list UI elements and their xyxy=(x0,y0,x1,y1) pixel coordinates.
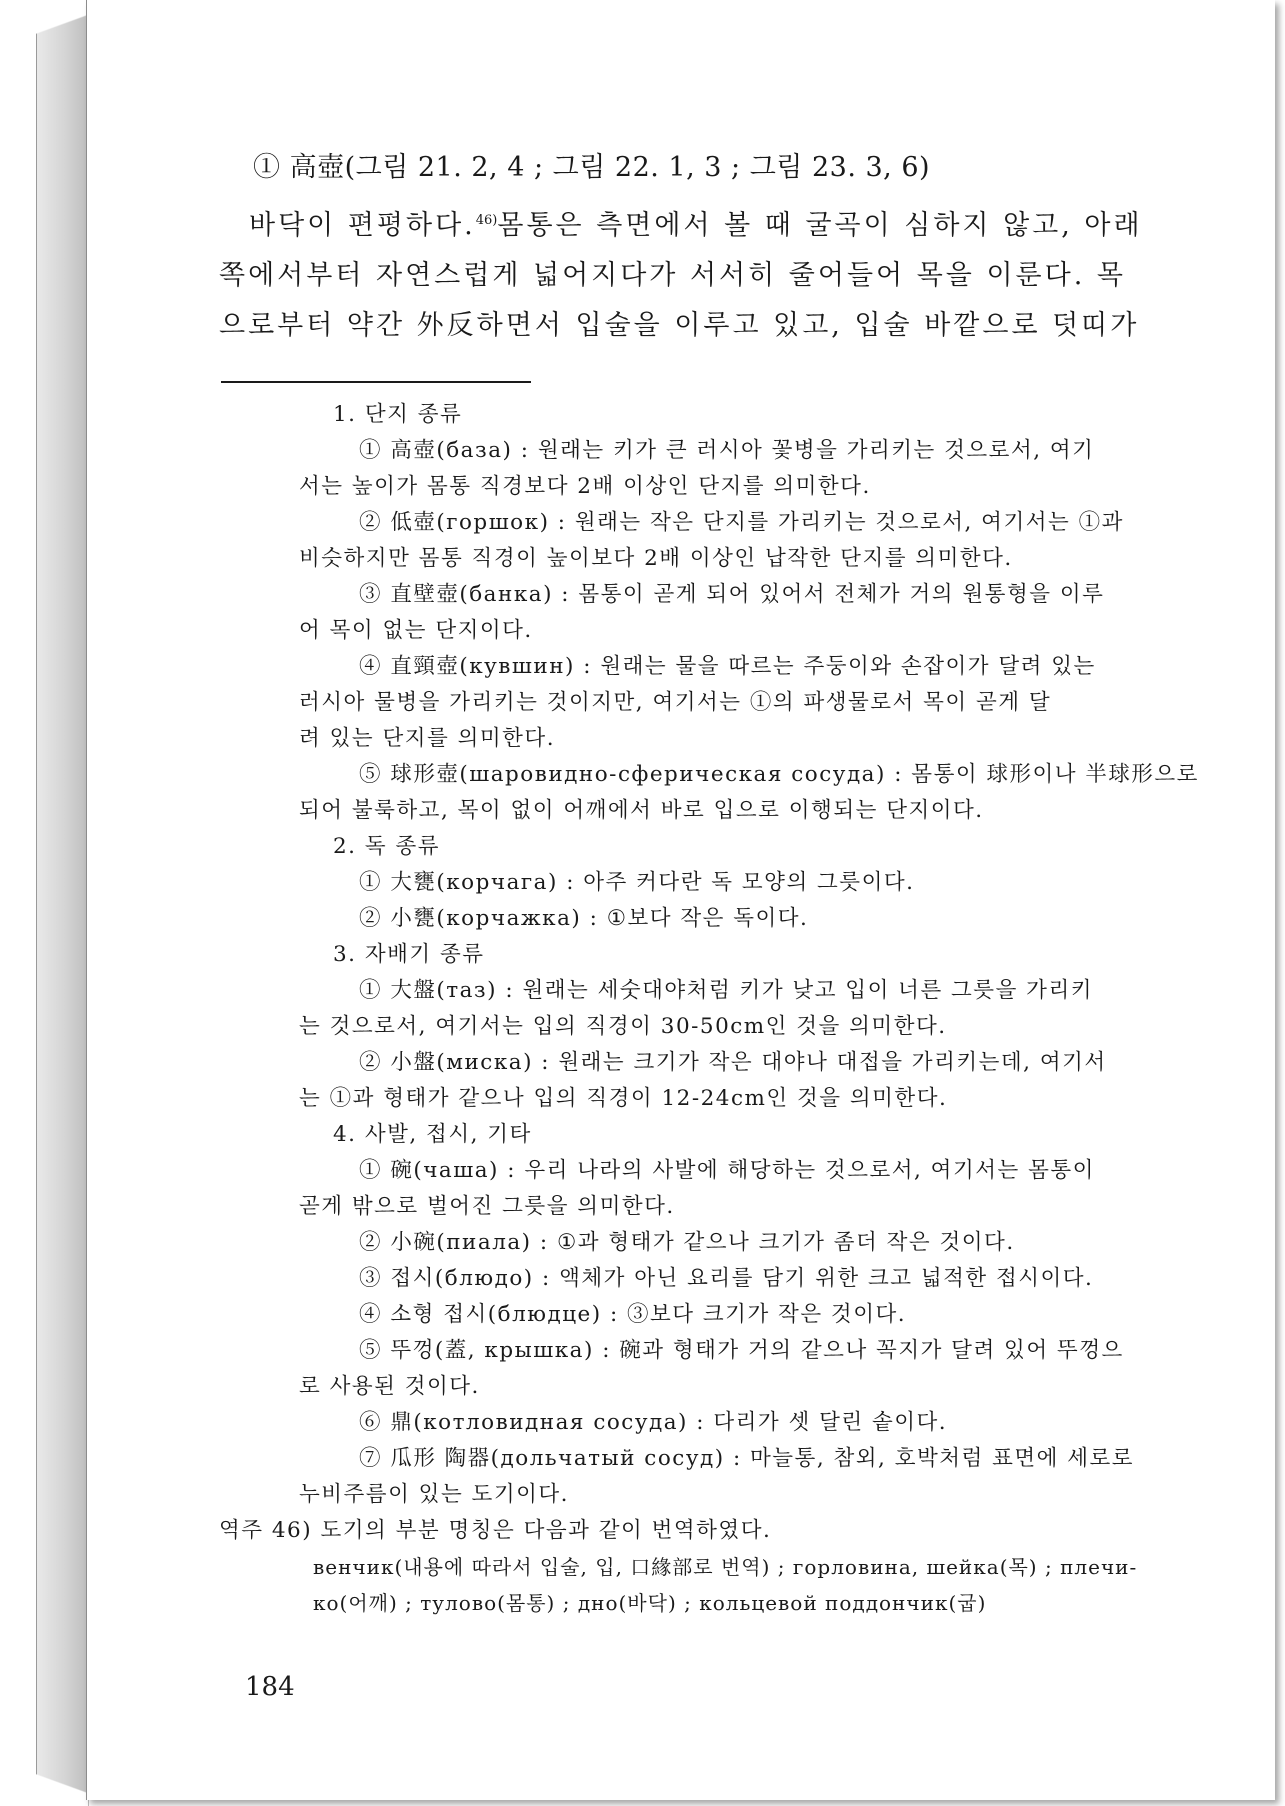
footnote-category: 2. 독 종류 xyxy=(333,834,440,859)
translator-note-line: 역주 46) 도기의 부분 명칭은 다음과 같이 번역하였다. xyxy=(219,1518,772,1543)
footnote-category: 1. 단지 종류 xyxy=(333,402,463,427)
translator-note-line: венчик(내용에 따라서 입술, 입, 口緣部로 번역) ; горловина, шейка(목) ; плечи- xyxy=(313,1555,1138,1579)
footnote-line: ③ 접시(блюдо) : 액체가 아닌 요리를 담기 위한 크고 넓적한 접시이다. xyxy=(359,1266,1094,1291)
footnote-line: 누비주름이 있는 도기이다. xyxy=(299,1482,569,1507)
footnote-line: ② 低壺(горшок) : 원래는 작은 단지를 가리키는 것으로서, 여기서는 ①과 xyxy=(359,510,1124,535)
footnote-line: ① 大甕(корчага) : 아주 커다란 독 모양의 그릇이다. xyxy=(359,870,915,895)
footnote-line: ① 大盤(таз) : 원래는 세숫대야처럼 키가 낮고 입이 너른 그릇을 가리키 xyxy=(359,978,1093,1003)
translator-note xyxy=(219,1513,1149,1621)
footnote-line: ⑤ 球形壺(шаровидно-сферическая сосуда) : 몸통이 球形이나 半球形으로 xyxy=(359,762,1199,787)
body-text: 몸통은 측면에서 볼 때 굴곡이 심하지 않고, 아래 xyxy=(497,210,1143,241)
body-paragraph-line xyxy=(219,196,1149,251)
translator-note-line: ко(어깨) ; тулово(몸통) ; дно(바닥) ; кольцевой поддончик(굽) xyxy=(313,1591,987,1615)
page-content xyxy=(219,148,1199,1621)
book-page xyxy=(86,0,1275,1800)
footnote-divider xyxy=(221,381,531,383)
book-spine-edge xyxy=(36,0,89,1806)
footnote-line: ② 小甕(корчажка) : ①보다 작은 독이다. xyxy=(359,906,809,931)
footnote-line: 러시아 물병을 가리키는 것이지만, 여기서는 ①의 파생물로서 목이 곧게 달 xyxy=(299,690,1052,715)
footnote-line: ④ 소형 접시(блюдце) : ③보다 크기가 작은 것이다. xyxy=(359,1302,907,1327)
footnote-line: 비슷하지만 몸통 직경이 높이보다 2배 이상인 납작한 단지를 의미한다. xyxy=(299,546,1013,571)
footnote-line: 서는 높이가 몸통 직경보다 2배 이상인 단지를 의미한다. xyxy=(299,474,871,499)
footnote-line: 어 목이 없는 단지이다. xyxy=(299,618,533,643)
footnote-category: 4. 사발, 접시, 기타 xyxy=(333,1122,532,1147)
page-number: 184 xyxy=(245,1672,295,1702)
footnote-line: ① 高壺(база) : 원래는 키가 큰 러시아 꽃병을 가리키는 것으로서, 여기 xyxy=(359,438,1095,463)
footnote-line: ① 碗(чаша) : 우리 나라의 사발에 해당하는 것으로서, 여기서는 몸통이 xyxy=(359,1158,1095,1183)
footnote-line: 는 것으로서, 여기서는 입의 직경이 30-50cm인 것을 의미한다. xyxy=(299,1014,947,1039)
footnote-line: 로 사용된 것이다. xyxy=(299,1374,480,1399)
section-heading: ① 高壺(그림 21. 2, 4 ; 그림 22. 1, 3 ; 그림 23. 3, 6) xyxy=(253,152,931,183)
footnote-line: ④ 直頸壺(кувшин) : 원래는 물을 따르는 주둥이와 손잡이가 달려 있는 xyxy=(359,654,1096,679)
footnote-line: 곧게 밖으로 벌어진 그릇을 의미한다. xyxy=(299,1194,675,1219)
footnote-line: ⑤ 뚜껑(蓋, крышка) : 碗과 형태가 거의 같으나 꼭지가 달려 있어 뚜껑으 xyxy=(359,1338,1124,1363)
footnote-line: ③ 直壁壺(банка) : 몸통이 곧게 되어 있어서 전체가 거의 원통형을 이루 xyxy=(359,582,1105,607)
footnote-line: ⑦ 瓜形 陶器(дольчатый сосуд) : 마늘통, 참외, 호박처럼 표면에 세로로 xyxy=(359,1446,1135,1471)
footnote-line: ② 小碗(пиала) : ①과 형태가 같으나 크기가 좀더 작은 것이다. xyxy=(359,1230,1015,1255)
footnote-list xyxy=(299,397,1199,1513)
footnote-line: 는 ①과 형태가 같으나 입의 직경이 12-24cm인 것을 의미한다. xyxy=(299,1086,948,1111)
footnote-line: ② 小盤(миска) : 원래는 크기가 작은 대야나 대접을 가리키는데, 여기서 xyxy=(359,1050,1107,1075)
footnote-marker: 46) xyxy=(475,213,498,228)
footnote-line: 되어 불룩하고, 목이 없이 어깨에서 바로 입으로 이행되는 단지이다. xyxy=(299,798,984,823)
book-corner-top xyxy=(36,0,88,50)
body-paragraph-line: 으로부터 약간 外反하면서 입술을 이루고 있고, 입술 바깥으로 덧띠가 xyxy=(219,310,1140,341)
book-corner-bottom xyxy=(36,1760,88,1806)
body-paragraph-line: 쪽에서부터 자연스럽게 넓어지다가 서서히 줄어들어 목을 이룬다. 목 xyxy=(219,260,1126,291)
body-text: 바닥이 편평하다. xyxy=(249,210,476,241)
footnote-line: 려 있는 단지를 의미한다. xyxy=(299,726,556,751)
footnote-line: ⑥ 鼎(котловидная сосуда) : 다리가 셋 달린 솥이다. xyxy=(359,1410,948,1435)
footnote-category: 3. 자배기 종류 xyxy=(333,942,485,967)
